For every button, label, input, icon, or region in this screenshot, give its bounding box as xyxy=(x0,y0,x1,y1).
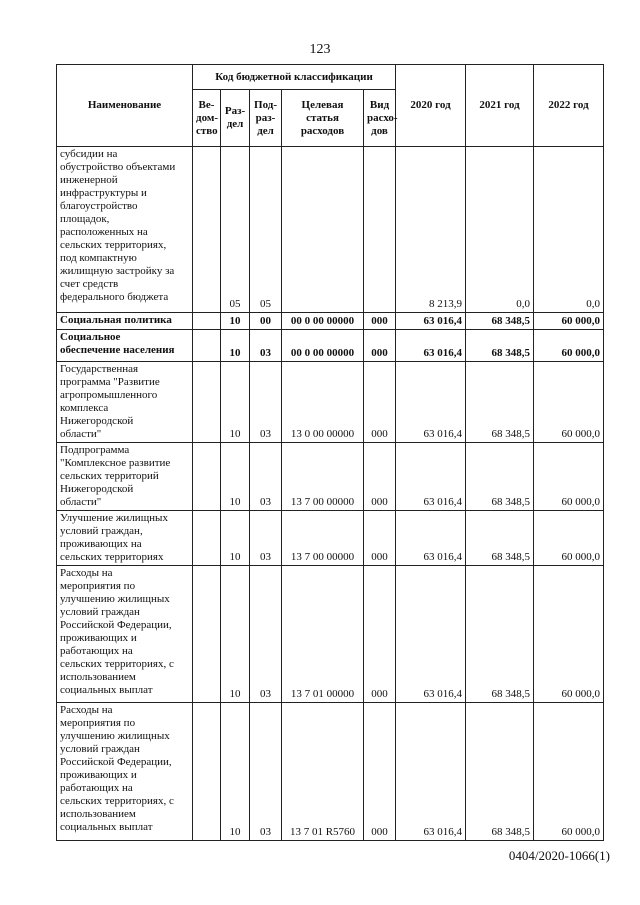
header-podrazdel: Под- раз- дел xyxy=(250,90,282,147)
cell-razdel: 10 xyxy=(221,703,250,841)
header-celevaya-statya: Целевая статья расходов xyxy=(282,90,364,147)
cell-celevaya-statya: 13 7 01 00000 xyxy=(282,566,364,703)
cell-celevaya-statya: 00 0 00 00000 xyxy=(282,313,364,330)
table-row xyxy=(57,313,604,330)
cell-celevaya-statya: 00 0 00 00000 xyxy=(282,330,364,362)
cell-podrazdel: 03 xyxy=(250,362,282,443)
cell-2020: 8 213,9 xyxy=(396,147,466,313)
table-row xyxy=(57,443,604,511)
table-row xyxy=(57,362,604,443)
header-year-2020: 2020 год xyxy=(396,65,466,147)
cell-vid-rashodov: 000 xyxy=(364,362,396,443)
cell-2020: 63 016,4 xyxy=(396,703,466,841)
header-name: Наименование xyxy=(57,65,193,147)
cell-2020: 63 016,4 xyxy=(396,330,466,362)
row-name: Расходы на мероприятия по улучшению жилищных условий граждан Российской Федерации, проживающих и работающих на сельских территориях, с использованием социальных выплат xyxy=(57,703,193,841)
cell-podrazdel: 03 xyxy=(250,443,282,511)
cell-2021: 68 348,5 xyxy=(466,362,534,443)
cell-celevaya-statya: 13 7 00 00000 xyxy=(282,443,364,511)
cell-2022: 60 000,0 xyxy=(534,330,604,362)
cell-vid-rashodov xyxy=(364,147,396,313)
cell-celevaya-statya: 13 7 01 R5760 xyxy=(282,703,364,841)
cell-vid-rashodov: 000 xyxy=(364,443,396,511)
table-row xyxy=(57,703,604,841)
cell-vedomstvo xyxy=(193,443,221,511)
row-name: Социальное обеспечение населения xyxy=(57,330,193,362)
header-code-group: Код бюджетной классификации xyxy=(193,65,396,90)
cell-razdel: 10 xyxy=(221,362,250,443)
cell-2022: 60 000,0 xyxy=(534,566,604,703)
row-name: субсидии на обустройство объектами инженерной инфраструктуры и благоустройство площадок, расположенных на сельских территориях, под компактную жилищную застройку за счет средств федерального бюджета xyxy=(57,147,193,313)
cell-2020: 63 016,4 xyxy=(396,362,466,443)
cell-vid-rashodov: 000 xyxy=(364,330,396,362)
cell-vedomstvo xyxy=(193,330,221,362)
row-name: Улучшение жилищных условий граждан, проживающих на сельских территориях xyxy=(57,511,193,566)
cell-2022: 60 000,0 xyxy=(534,443,604,511)
cell-razdel: 10 xyxy=(221,313,250,330)
cell-vedomstvo xyxy=(193,703,221,841)
cell-2022: 0,0 xyxy=(534,147,604,313)
row-name: Подпрограмма "Комплексное развитие сельских территорий Нижегородской области" xyxy=(57,443,193,511)
cell-2021: 68 348,5 xyxy=(466,703,534,841)
cell-2021: 68 348,5 xyxy=(466,566,534,703)
cell-podrazdel: 00 xyxy=(250,313,282,330)
cell-razdel: 10 xyxy=(221,566,250,703)
cell-razdel: 05 xyxy=(221,147,250,313)
cell-2022: 60 000,0 xyxy=(534,703,604,841)
cell-celevaya-statya: 13 7 00 00000 xyxy=(282,511,364,566)
cell-vedomstvo xyxy=(193,147,221,313)
row-name: Государственная программа "Развитие агропромышленного комплекса Нижегородской области" xyxy=(57,362,193,443)
table-row xyxy=(57,511,604,566)
cell-podrazdel: 03 xyxy=(250,566,282,703)
header-razdel: Раз- дел xyxy=(221,90,250,147)
header-year-2021: 2021 год xyxy=(466,65,534,147)
cell-vedomstvo xyxy=(193,511,221,566)
cell-vid-rashodov: 000 xyxy=(364,566,396,703)
cell-razdel: 10 xyxy=(221,330,250,362)
cell-2020: 63 016,4 xyxy=(396,566,466,703)
header-year-2022: 2022 год xyxy=(534,65,604,147)
cell-2022: 60 000,0 xyxy=(534,313,604,330)
row-name: Социальная политика xyxy=(57,313,193,330)
cell-2021: 68 348,5 xyxy=(466,313,534,330)
cell-2020: 63 016,4 xyxy=(396,443,466,511)
cell-2020: 63 016,4 xyxy=(396,313,466,330)
cell-vid-rashodov: 000 xyxy=(364,703,396,841)
cell-2021: 68 348,5 xyxy=(466,511,534,566)
cell-2020: 63 016,4 xyxy=(396,511,466,566)
header-vid-rashodov: Вид расхо- дов xyxy=(364,90,396,147)
cell-vid-rashodov: 000 xyxy=(364,511,396,566)
cell-razdel: 10 xyxy=(221,511,250,566)
cell-podrazdel: 03 xyxy=(250,511,282,566)
cell-2021: 0,0 xyxy=(466,147,534,313)
budget-table xyxy=(56,64,604,841)
table-row xyxy=(57,330,604,362)
cell-celevaya-statya: 13 0 00 00000 xyxy=(282,362,364,443)
header-vedomstvo: Ве- дом- ство xyxy=(193,90,221,147)
cell-vedomstvo xyxy=(193,566,221,703)
cell-razdel: 10 xyxy=(221,443,250,511)
row-name: Расходы на мероприятия по улучшению жилищных условий граждан Российской Федерации, проживающих и работающих на сельских территориях, с использованием социальных выплат xyxy=(57,566,193,703)
cell-2022: 60 000,0 xyxy=(534,362,604,443)
document-code: 0404/2020-1066(1) xyxy=(508,848,610,863)
page-number: 123 xyxy=(309,42,331,57)
cell-2022: 60 000,0 xyxy=(534,511,604,566)
cell-podrazdel: 05 xyxy=(250,147,282,313)
cell-vedomstvo xyxy=(193,362,221,443)
cell-2021: 68 348,5 xyxy=(466,330,534,362)
cell-podrazdel: 03 xyxy=(250,703,282,841)
cell-2021: 68 348,5 xyxy=(466,443,534,511)
cell-celevaya-statya xyxy=(282,147,364,313)
cell-vedomstvo xyxy=(193,313,221,330)
table-row xyxy=(57,147,604,313)
table-row xyxy=(57,566,604,703)
cell-podrazdel: 03 xyxy=(250,330,282,362)
cell-vid-rashodov: 000 xyxy=(364,313,396,330)
